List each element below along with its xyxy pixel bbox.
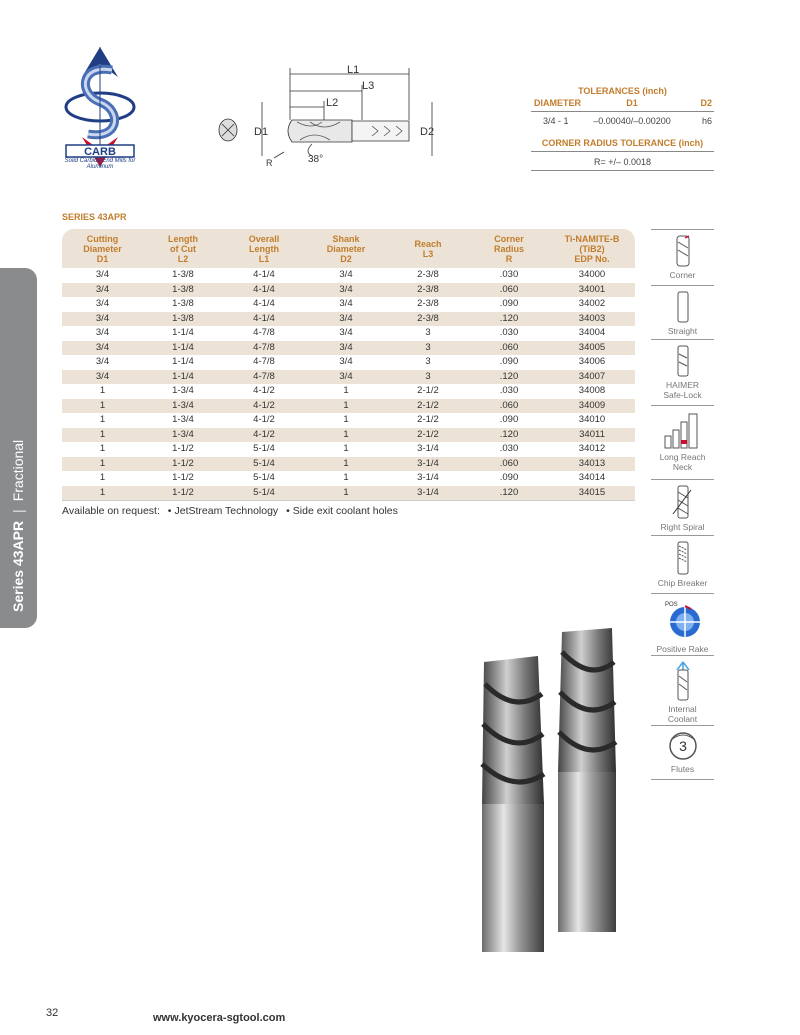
logo-tagline: Solid Carbide End Mills for Aluminum	[64, 158, 136, 170]
table-body	[62, 268, 635, 500]
feature-internal-coolant	[651, 655, 714, 725]
table-cell: .090	[499, 472, 519, 484]
table-row	[62, 457, 635, 472]
table-cell: .090	[499, 298, 519, 310]
feature-label: HAIMER	[665, 380, 700, 390]
table-cell: 2-1/2	[387, 428, 469, 443]
table-row	[62, 442, 635, 457]
table-cell: 2-1/2	[417, 414, 439, 426]
table-cell: 34002	[578, 298, 606, 310]
table-cell: 1-1/2	[172, 443, 194, 455]
table-cell: 3	[387, 341, 469, 356]
table-cell: 3-1/4	[417, 443, 439, 455]
table-cell: 1-3/4	[143, 428, 223, 443]
table-cell: 3	[425, 356, 431, 368]
table-cell: 4-1/4	[223, 283, 305, 298]
available-on-request	[62, 505, 398, 517]
positive-rake-icon	[663, 598, 703, 642]
dim-l3: L3	[362, 80, 375, 92]
table-cell: 1	[343, 414, 349, 426]
table-cell: 3/4	[62, 312, 143, 327]
bullet-icon: •	[286, 505, 290, 517]
table-cell: .090	[499, 414, 519, 426]
table-cell: .060	[469, 457, 549, 472]
flute-count: 3	[678, 738, 687, 754]
table-cell: 1	[99, 385, 106, 397]
feature-label: Neck	[672, 462, 693, 472]
table-cell: 2-3/8	[387, 283, 469, 298]
table-row	[62, 355, 635, 370]
table-cell: 34000	[578, 269, 606, 281]
tol-header-d1: D1	[626, 98, 638, 108]
table-cell: 1-3/4	[143, 399, 223, 414]
column-header	[143, 229, 223, 268]
tool-dimension-diagram	[212, 60, 452, 175]
column-header	[469, 229, 549, 268]
table-cell: 1	[305, 428, 387, 443]
table-cell: 34008	[578, 385, 606, 397]
table-cell: 1-3/8	[172, 269, 194, 281]
table-row	[62, 384, 635, 399]
table-cell: 3	[425, 327, 431, 339]
table-cell: .060	[469, 283, 549, 298]
table-cell: 3/4	[305, 370, 387, 385]
table-cell: 3/4	[305, 312, 387, 327]
column-header-line: L1	[258, 254, 270, 264]
feature-label: Chip Breaker	[657, 578, 708, 588]
logo-brand: CARB	[84, 146, 116, 158]
table-cell: 34015	[549, 486, 635, 501]
table-cell: 1-3/8	[172, 298, 194, 310]
table-cell: 1-1/4	[143, 370, 223, 385]
table-row	[62, 312, 635, 327]
column-header-line: Shank	[332, 234, 360, 244]
table-cell: 1-1/2	[172, 472, 194, 484]
table-row	[62, 399, 635, 414]
table-cell: 34004	[578, 327, 606, 339]
table-cell: 1	[305, 399, 387, 414]
feature-label: Right Spiral	[660, 522, 705, 532]
side-tab-label: Series 43APR|Fractional	[10, 439, 26, 612]
table-cell: 34010	[578, 414, 606, 426]
table-cell: .090	[499, 356, 519, 368]
table-cell: 2-1/2	[387, 399, 469, 414]
table-cell: 3/4	[95, 327, 110, 339]
column-header-line: Length	[168, 234, 198, 244]
column-header-line: (TiB2)	[579, 244, 605, 254]
series-label: Series 43APR	[10, 520, 26, 612]
table-cell: 4-7/8	[253, 327, 275, 339]
column-header-line: D2	[340, 254, 352, 264]
column-header-line: L2	[177, 254, 189, 264]
dim-l1: L1	[347, 64, 360, 76]
column-header-line: Cutting	[86, 234, 119, 244]
haimer-safe-lock-icon	[673, 344, 693, 378]
table-cell: 3/4	[62, 283, 143, 298]
tolerances-header	[531, 96, 714, 112]
table-cell: 3-1/4	[417, 472, 439, 484]
chip-breaker-icon	[673, 540, 693, 576]
tol-header-d2: D2	[700, 98, 712, 108]
table-cell: 1	[99, 472, 106, 484]
dim-angle: 38°	[308, 154, 324, 165]
table-cell: 4-7/8	[253, 356, 275, 368]
table-cell: 3/4	[339, 298, 353, 310]
feature-chip-breaker	[651, 535, 714, 593]
table-cell: 4-1/2	[223, 399, 305, 414]
table-cell: 4-1/2	[253, 414, 275, 426]
table-cell: 4-1/2	[253, 385, 275, 397]
available-label: Available on request:	[62, 505, 160, 517]
feature-long-reach	[651, 405, 714, 479]
feature-haimer	[651, 339, 714, 405]
table-cell: 1	[62, 486, 143, 501]
table-cell: 1-3/4	[172, 414, 194, 426]
long-reach-neck-icon	[663, 410, 703, 450]
table-cell: .030	[499, 443, 519, 455]
right-spiral-icon	[671, 484, 695, 520]
column-header	[387, 229, 469, 268]
table-cell: 1	[305, 486, 387, 501]
bullet-icon: •	[167, 505, 172, 517]
table-cell: 2-3/8	[417, 298, 439, 310]
feature-label: Flutes	[670, 764, 695, 774]
table-cell: 3-1/4	[387, 457, 469, 472]
table-cell: 34007	[549, 370, 635, 385]
feature-label: Internal	[668, 704, 697, 714]
column-header	[223, 229, 305, 268]
option-jetstream: JetStream Technology	[174, 505, 279, 517]
table-cell: .060	[469, 341, 549, 356]
table-cell: 34013	[549, 457, 635, 472]
column-header	[549, 229, 635, 268]
table-row	[62, 413, 635, 428]
table-row	[62, 486, 635, 501]
table-cell: 1-1/4	[172, 327, 194, 339]
corner-radius-title: CORNER RADIUS TOLERANCE (inch)	[531, 138, 714, 152]
option-side-exit: Side exit coolant holes	[292, 505, 398, 517]
table-header-row	[62, 229, 635, 268]
table-cell: 2-3/8	[387, 312, 469, 327]
feature-corner	[651, 229, 714, 285]
table-cell: 4-1/4	[253, 269, 275, 281]
table-cell: 3/4	[62, 370, 143, 385]
table-cell: 5-1/4	[253, 472, 275, 484]
table-cell: 4-1/4	[223, 312, 305, 327]
table-cell: 1-1/4	[143, 341, 223, 356]
table-cell: 4-1/2	[223, 428, 305, 443]
table-cell: 3-1/4	[387, 486, 469, 501]
table-cell: 1-1/2	[143, 457, 223, 472]
dim-d1: D1	[254, 126, 269, 138]
table-cell: 4-1/4	[253, 298, 275, 310]
table-cell: 5-1/4	[223, 486, 305, 501]
column-header-line: Diameter	[326, 244, 366, 254]
table-cell: 2-1/2	[417, 385, 439, 397]
table-row	[62, 326, 635, 341]
dim-r: R	[266, 158, 273, 168]
dim-d2: D2	[420, 126, 435, 138]
table-cell: 34009	[549, 399, 635, 414]
table-cell: .060	[469, 399, 549, 414]
internal-coolant-icon	[671, 660, 695, 702]
table-cell: 1-1/4	[172, 356, 194, 368]
table-cell: 1	[99, 414, 106, 426]
table-cell: .030	[499, 385, 519, 397]
feature-right-spiral	[651, 479, 714, 535]
table-row	[62, 283, 635, 298]
table-cell: 3/4	[305, 283, 387, 298]
table-cell: 3/4	[305, 341, 387, 356]
table-cell: 1	[62, 428, 143, 443]
table-cell: 4-7/8	[223, 341, 305, 356]
table-cell: .120	[469, 486, 549, 501]
column-header-line: Corner	[494, 234, 524, 244]
feature-label: Straight	[667, 326, 698, 336]
column-header-line: of Cut	[170, 244, 196, 254]
table-cell: 1	[343, 472, 349, 484]
column-header-line: D1	[96, 254, 109, 264]
feature-flutes	[651, 725, 714, 780]
column-header-line: EDP No.	[574, 254, 610, 264]
column-header-line: Length	[249, 244, 279, 254]
pos-badge: POS	[664, 602, 678, 608]
feature-label: Coolant	[667, 714, 698, 724]
table-cell: 1-3/8	[143, 283, 223, 298]
table-cell: .120	[469, 312, 549, 327]
table-cell: 1-3/8	[143, 312, 223, 327]
tolerances-row	[531, 112, 714, 130]
series-title: SERIES 43APR	[62, 212, 127, 222]
feature-icons	[651, 229, 714, 780]
table-cell: 1	[99, 443, 106, 455]
column-header-line: Overall	[248, 234, 280, 244]
tolerances-block	[531, 86, 714, 171]
table-row	[62, 428, 635, 443]
tol-header-diameter: DIAMETER	[534, 98, 581, 108]
table-cell: 1-3/4	[172, 385, 194, 397]
table-row	[62, 268, 635, 283]
straight-shank-icon	[673, 290, 693, 324]
table-cell: 34005	[549, 341, 635, 356]
table-cell: 3/4	[62, 341, 143, 356]
table-cell: 3/4	[339, 269, 353, 281]
dim-l2: L2	[326, 97, 339, 109]
tol-diameter: 3/4 - 1	[543, 116, 569, 126]
feature-label: Long Reach	[659, 452, 706, 462]
feature-label: Positive Rake	[656, 644, 709, 654]
table-cell: 3/4	[339, 327, 353, 339]
table-cell: 34012	[578, 443, 606, 455]
table-cell: 34001	[549, 283, 635, 298]
column-header-line: Ti-NAMITE-B	[564, 234, 620, 244]
table-row	[62, 471, 635, 486]
tol-d2: h6	[701, 116, 712, 126]
table-cell: 34014	[578, 472, 606, 484]
carb-logo	[60, 42, 140, 172]
feature-label: Safe-Lock	[663, 390, 702, 400]
table-cell: 1	[343, 443, 349, 455]
page-number: 32	[46, 1007, 59, 1019]
feature-label: Corner	[669, 270, 696, 280]
corner-radius-value: R= +/– 0.0018	[531, 152, 714, 171]
column-header-line: L3	[422, 249, 434, 259]
table-cell: 5-1/4	[223, 457, 305, 472]
table-cell: 34003	[549, 312, 635, 327]
feature-positive-rake	[651, 593, 714, 655]
table-cell: 34006	[578, 356, 606, 368]
tolerances-title: TOLERANCES (inch)	[578, 86, 667, 96]
feature-straight	[651, 285, 714, 339]
table-cell: 3/4	[95, 298, 110, 310]
table-cell: 1	[62, 457, 143, 472]
column-header-line: R	[505, 254, 513, 264]
product-table	[62, 229, 635, 501]
table-cell: .030	[499, 269, 519, 281]
tol-d1: –0.00040/–0.00200	[593, 116, 671, 126]
end-mill-photo	[470, 622, 630, 952]
category-label: Fractional	[10, 439, 26, 502]
column-header-line: Diameter	[83, 244, 122, 254]
table-cell: 1	[62, 399, 143, 414]
column-header	[305, 229, 387, 268]
table-cell: 2-3/8	[417, 269, 439, 281]
table-cell: 1-1/2	[143, 486, 223, 501]
corner-radius-icon	[673, 234, 693, 268]
flutes-icon	[667, 730, 699, 762]
table-row	[62, 341, 635, 356]
table-cell: 3/4	[95, 356, 110, 368]
table-cell: 5-1/4	[253, 443, 275, 455]
table-cell: .030	[499, 327, 519, 339]
website-url[interactable]: www.kyocera-sgtool.com	[153, 1012, 286, 1024]
table-cell: 1	[305, 457, 387, 472]
table-cell: 4-7/8	[223, 370, 305, 385]
table-cell: 3	[387, 370, 469, 385]
column-header	[62, 229, 143, 268]
table-cell: 3/4	[339, 356, 353, 368]
table-cell: 34011	[549, 428, 635, 443]
table-cell: .120	[469, 370, 549, 385]
column-header-line: Radius	[493, 244, 524, 254]
table-cell: 3/4	[95, 269, 110, 281]
table-cell: .120	[469, 428, 549, 443]
column-header-line: Reach	[414, 239, 442, 249]
table-row	[62, 297, 635, 312]
table-cell: 1	[343, 385, 349, 397]
table-row	[62, 370, 635, 385]
